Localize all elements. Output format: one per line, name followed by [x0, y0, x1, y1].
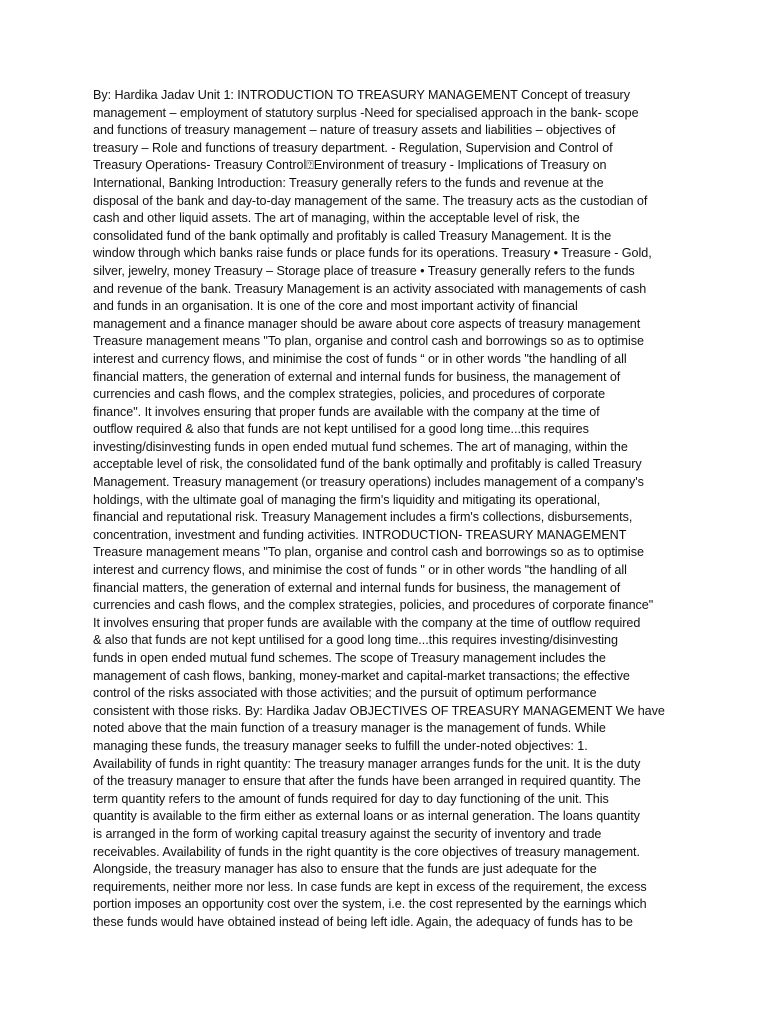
text-line: financial matters, the generation of external and internal funds for business, the management of [93, 580, 621, 595]
text-line: investing/disinvesting funds in open ended mutual fund schemes. The art of managing, within the [93, 439, 628, 454]
text-line: these funds would have obtained instead of being left idle. Again, the adequacy of funds has to be [93, 914, 633, 929]
text-line: currencies and cash flows, and the complex strategies, policies, and procedures of corporate [93, 387, 606, 402]
text-line: silver, jewelry, money Treasury – Storage place of treasure • Treasury generally refers to the funds [93, 263, 635, 278]
text-line: and functions of treasury management – nature of treasury assets and liabilities – objectives of [93, 123, 616, 138]
text-line: Management. Treasury management (or treasury operations) includes management of a company's [93, 475, 644, 490]
text-line: financial matters, the generation of external and internal funds for business, the management of [93, 369, 621, 384]
text-line: financial and reputational risk. Treasury Management includes a firm's collections, disbursements, [93, 510, 633, 525]
text-line: finance". It involves ensuring that proper funds are available with the company at the time of [93, 404, 600, 419]
text-line: disposal of the bank and day-to-day management of the same. The treasury acts as the custodian of [93, 193, 648, 208]
text-line: interest and currency flows, and minimise the cost of funds “ or in other words "the handling of all [93, 351, 627, 366]
text-line: consistent with those risks. By: Hardika Jadav OBJECTIVES OF TREASURY MANAGEMENT We have [93, 703, 665, 718]
text-line: window through which banks raise funds or place funds for its operations. Treasury • Treasure - Gold, [93, 246, 652, 261]
text-line: management of cash flows, banking, money-market and capital-market transactions; the effective [93, 668, 630, 683]
text-line: managing these funds, the treasury manager seeks to fulfill the under-noted objectives: 1. [93, 738, 588, 753]
text-line: funds in open ended mutual fund schemes. The scope of Treasury management includes the [93, 651, 606, 665]
text-line: management and a finance manager should be aware about core aspects of treasury management [93, 316, 641, 331]
text-line: portion imposes an opportunity cost over the system, i.e. the cost represented by the earnings which [93, 897, 647, 912]
text-line: Treasure management means "To plan, organise and control cash and borrowings so as to optimise [93, 334, 644, 349]
text-line: treasury – Role and functions of treasury department. - Regulation, Supervision and Control of [93, 140, 613, 155]
text-line: cash and other liquid assets. The art of managing, within the acceptable level of risk, the [93, 211, 580, 226]
text-line: control of the risks associated with those activities; and the pursuit of optimum performance [93, 686, 597, 701]
text-line: requirements, neither more nor less. In case funds are kept in excess of the requirement, the excess [93, 879, 647, 894]
text-line: Availability of funds in right quantity: The treasury manager arranges funds for the unit. It is the duty [93, 756, 641, 771]
text-line: outflow required & also that funds are not kept untilised for a good long time...this requires [93, 422, 589, 437]
text-line: concentration, investment and funding activities. INTRODUCTION- TREASURY MANAGEMENT [93, 527, 627, 542]
text-line: holdings, with the ultimate goal of managing the firm's liquidity and mitigating its operational, [93, 492, 601, 507]
text-line: and funds in an organisation. It is one of the core and most important activity of financial [93, 299, 578, 314]
text-line: By: Hardika Jadav Unit 1: INTRODUCTION TO TREASURY MANAGEMENT Concept of treasury [93, 88, 630, 102]
text-line: International, Banking Introduction: Treasury generally refers to the funds and revenue at the [93, 175, 604, 190]
text-line: currencies and cash flows, and the complex strategies, policies, and procedures of corporate finance" [93, 598, 654, 613]
text-line: Alongside, the treasury manager has also to ensure that the funds are just adequate for the [93, 862, 597, 877]
text-line: and revenue of the bank. Treasury Management is an activity associated with managements of cash [93, 281, 647, 296]
text-line: interest and currency flows, and minimise the cost of funds " or in other words "the handling of all [93, 563, 627, 578]
text-line: is arranged in the form of working capital treasury against the security of inventory and trade [93, 826, 602, 841]
text-line: noted above that the main function of a treasury manager is the management of funds. While [93, 721, 606, 736]
text-line: term quantity refers to the amount of funds required for day to day functioning of the unit. This [93, 791, 609, 806]
text-line: acceptable level of risk, the consolidated fund of the bank optimally and profitably is called Treasury [93, 457, 642, 472]
text-line: consolidated fund of the bank optimally and profitably is called Treasury Management. It is the [93, 228, 612, 243]
text-line: quantity is available to the firm either as external loans or as internal generation. The loans quantity [93, 809, 640, 824]
text-line: Treasury Operations- Treasury Control⍰Environment of treasury - Implications of Treasury on [93, 158, 607, 173]
text-line: It involves ensuring that proper funds are available with the company at the time of outflow required [93, 615, 641, 630]
text-line: receivables. Availability of funds in the right quantity is the core objectives of treasury management. [93, 844, 640, 859]
text-line: Treasure management means "To plan, organise and control cash and borrowings so as to optimise [93, 545, 644, 560]
text-line: & also that funds are not kept untilised for a good long time...this requires investing/disinvesting [93, 633, 618, 648]
document-body-text [93, 87, 683, 932]
text-line: management – employment of statutory surplus -Need for specialised approach in the bank- scope [93, 105, 639, 120]
text-line: of the treasury manager to ensure that after the funds have been arranged in required quantity. The [93, 774, 641, 789]
